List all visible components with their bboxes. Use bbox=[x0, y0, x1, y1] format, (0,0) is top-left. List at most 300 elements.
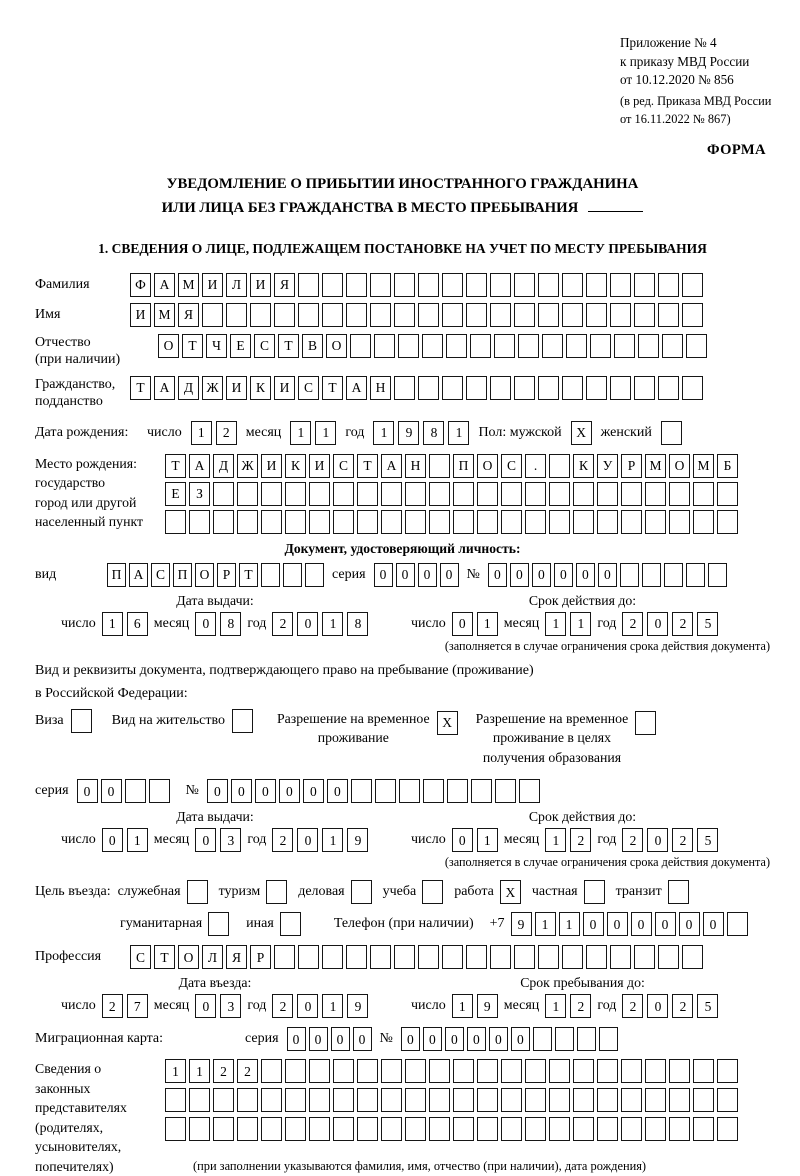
purpose-transit-checkbox[interactable] bbox=[668, 880, 689, 904]
cell[interactable] bbox=[237, 482, 258, 506]
cell[interactable]: 1 bbox=[448, 421, 469, 445]
cell[interactable] bbox=[538, 376, 559, 400]
cell[interactable]: 1 bbox=[322, 994, 343, 1018]
cell[interactable]: 0 bbox=[297, 828, 318, 852]
cell[interactable]: Д bbox=[178, 376, 199, 400]
cell[interactable] bbox=[642, 563, 661, 587]
cell[interactable]: Т bbox=[154, 945, 175, 969]
cell[interactable]: 2 bbox=[672, 828, 693, 852]
cell[interactable]: 0 bbox=[511, 1027, 530, 1051]
cell[interactable] bbox=[645, 1088, 666, 1112]
migration-number-cells[interactable] bbox=[401, 1027, 618, 1051]
cell[interactable] bbox=[309, 1059, 330, 1083]
residence-permit-checkbox[interactable] bbox=[232, 709, 253, 733]
cell[interactable] bbox=[405, 482, 426, 506]
cell[interactable] bbox=[350, 334, 371, 358]
cell[interactable] bbox=[717, 482, 738, 506]
purpose-work-checkbox[interactable] bbox=[500, 880, 521, 904]
cell[interactable]: Ж bbox=[202, 376, 223, 400]
cell[interactable]: 0 bbox=[195, 994, 216, 1018]
cell[interactable] bbox=[614, 334, 635, 358]
cell[interactable]: 1 bbox=[477, 612, 498, 636]
cell[interactable] bbox=[494, 334, 515, 358]
cell[interactable] bbox=[658, 376, 679, 400]
cell[interactable] bbox=[562, 273, 583, 297]
cell[interactable] bbox=[429, 1117, 450, 1141]
stay-day-cells[interactable] bbox=[452, 994, 498, 1018]
identity-valid-year-cells[interactable] bbox=[622, 612, 718, 636]
cell[interactable]: 0 bbox=[598, 563, 617, 587]
cell[interactable]: 0 bbox=[647, 828, 668, 852]
cell[interactable]: 0 bbox=[418, 563, 437, 587]
cell[interactable] bbox=[285, 1088, 306, 1112]
cell[interactable] bbox=[346, 303, 367, 327]
cell[interactable] bbox=[309, 1117, 330, 1141]
cell[interactable]: М bbox=[154, 303, 175, 327]
entry-year-cells[interactable] bbox=[272, 994, 368, 1018]
cell[interactable]: С bbox=[254, 334, 275, 358]
cell[interactable] bbox=[370, 303, 391, 327]
cell[interactable]: 1 bbox=[545, 994, 566, 1018]
birth-day-cells[interactable] bbox=[191, 421, 237, 445]
cell[interactable]: 0 bbox=[353, 1027, 372, 1051]
cell[interactable] bbox=[610, 273, 631, 297]
identity-series-cells[interactable] bbox=[374, 563, 459, 587]
cell[interactable]: 5 bbox=[697, 828, 718, 852]
cell[interactable]: Т bbox=[278, 334, 299, 358]
cell[interactable] bbox=[466, 945, 487, 969]
cell[interactable] bbox=[280, 912, 301, 936]
residence-issue-day-cells[interactable] bbox=[102, 828, 148, 852]
cell[interactable]: 5 bbox=[697, 612, 718, 636]
cell[interactable] bbox=[525, 1059, 546, 1083]
identity-number-cells[interactable] bbox=[488, 563, 727, 587]
cell[interactable] bbox=[586, 376, 607, 400]
cell[interactable] bbox=[202, 303, 223, 327]
cell[interactable] bbox=[686, 334, 707, 358]
cell[interactable] bbox=[381, 510, 402, 534]
cell[interactable] bbox=[274, 945, 295, 969]
cell[interactable] bbox=[477, 1088, 498, 1112]
cell[interactable]: 0 bbox=[102, 828, 123, 852]
cell[interactable] bbox=[682, 376, 703, 400]
cell[interactable] bbox=[466, 303, 487, 327]
cell[interactable] bbox=[717, 1117, 738, 1141]
cell[interactable] bbox=[466, 376, 487, 400]
cell[interactable]: 0 bbox=[631, 912, 652, 936]
migration-series-cells[interactable] bbox=[287, 1027, 372, 1051]
cell[interactable] bbox=[621, 482, 642, 506]
cell[interactable] bbox=[477, 510, 498, 534]
cell[interactable]: Л bbox=[202, 945, 223, 969]
cell[interactable]: 9 bbox=[477, 994, 498, 1018]
cell[interactable] bbox=[394, 303, 415, 327]
cell[interactable] bbox=[693, 1059, 714, 1083]
cell[interactable] bbox=[662, 334, 683, 358]
cell[interactable]: М bbox=[645, 454, 666, 478]
rvp-checkbox[interactable] bbox=[437, 711, 458, 735]
cell[interactable] bbox=[418, 945, 439, 969]
cell[interactable]: 0 bbox=[303, 779, 324, 803]
residence-number-cells[interactable] bbox=[207, 779, 540, 803]
cell[interactable] bbox=[213, 1088, 234, 1112]
cell[interactable] bbox=[501, 1059, 522, 1083]
cell[interactable] bbox=[381, 1117, 402, 1141]
cell[interactable]: 1 bbox=[290, 421, 311, 445]
cell[interactable] bbox=[538, 945, 559, 969]
identity-valid-month-cells[interactable] bbox=[545, 612, 591, 636]
cell[interactable] bbox=[538, 303, 559, 327]
cell[interactable]: О bbox=[326, 334, 347, 358]
cell[interactable] bbox=[490, 945, 511, 969]
cell[interactable]: 3 bbox=[220, 828, 241, 852]
cell[interactable] bbox=[250, 303, 271, 327]
cell[interactable]: 1 bbox=[559, 912, 580, 936]
cell[interactable] bbox=[549, 1117, 570, 1141]
cell[interactable] bbox=[490, 303, 511, 327]
cell[interactable] bbox=[693, 1117, 714, 1141]
cell[interactable] bbox=[501, 1088, 522, 1112]
cell[interactable] bbox=[490, 376, 511, 400]
cell[interactable]: 0 bbox=[440, 563, 459, 587]
cell[interactable]: 0 bbox=[452, 828, 473, 852]
cell[interactable]: 0 bbox=[231, 779, 252, 803]
cell[interactable]: 0 bbox=[510, 563, 529, 587]
cell[interactable]: 0 bbox=[374, 563, 393, 587]
cell[interactable] bbox=[165, 510, 186, 534]
residence-valid-day-cells[interactable] bbox=[452, 828, 498, 852]
cell[interactable] bbox=[549, 1059, 570, 1083]
cell[interactable] bbox=[398, 334, 419, 358]
cell[interactable]: 0 bbox=[452, 612, 473, 636]
cell[interactable]: С bbox=[333, 454, 354, 478]
cell[interactable]: А bbox=[381, 454, 402, 478]
cell[interactable] bbox=[309, 482, 330, 506]
cell[interactable] bbox=[418, 303, 439, 327]
cell[interactable] bbox=[394, 376, 415, 400]
cell[interactable] bbox=[266, 880, 287, 904]
cell[interactable] bbox=[187, 880, 208, 904]
purpose-official-checkbox[interactable] bbox=[187, 880, 208, 904]
cell[interactable] bbox=[669, 482, 690, 506]
cell[interactable] bbox=[658, 273, 679, 297]
cell[interactable]: К bbox=[285, 454, 306, 478]
cell[interactable] bbox=[717, 1059, 738, 1083]
cell[interactable] bbox=[717, 1088, 738, 1112]
cell[interactable] bbox=[664, 563, 683, 587]
residence-issue-month-cells[interactable] bbox=[195, 828, 241, 852]
birth-place-cells-row3[interactable] bbox=[165, 510, 738, 534]
sex-male-checkbox[interactable] bbox=[571, 421, 592, 445]
cell[interactable]: С bbox=[501, 454, 522, 478]
cell[interactable] bbox=[261, 1117, 282, 1141]
cell[interactable]: Я bbox=[226, 945, 247, 969]
cell[interactable]: А bbox=[189, 454, 210, 478]
cell[interactable]: 0 bbox=[77, 779, 98, 803]
cell[interactable] bbox=[708, 563, 727, 587]
cell[interactable]: А bbox=[129, 563, 148, 587]
cell[interactable] bbox=[621, 1117, 642, 1141]
cell[interactable] bbox=[549, 510, 570, 534]
cell[interactable] bbox=[668, 880, 689, 904]
cell[interactable]: 2 bbox=[672, 612, 693, 636]
cell[interactable] bbox=[573, 1088, 594, 1112]
cell[interactable]: 8 bbox=[423, 421, 444, 445]
cell[interactable]: 0 bbox=[297, 994, 318, 1018]
cell[interactable]: Ж bbox=[237, 454, 258, 478]
cell[interactable] bbox=[453, 1059, 474, 1083]
cell[interactable] bbox=[261, 1059, 282, 1083]
cell[interactable]: Ф bbox=[130, 273, 151, 297]
cell[interactable] bbox=[682, 945, 703, 969]
cell[interactable]: 6 bbox=[127, 612, 148, 636]
cell[interactable]: Н bbox=[405, 454, 426, 478]
cell[interactable]: 1 bbox=[189, 1059, 210, 1083]
cell[interactable] bbox=[658, 303, 679, 327]
cell[interactable] bbox=[693, 482, 714, 506]
cell[interactable] bbox=[645, 1059, 666, 1083]
cell[interactable] bbox=[189, 1117, 210, 1141]
cell[interactable] bbox=[422, 880, 443, 904]
cell[interactable] bbox=[717, 510, 738, 534]
cell[interactable] bbox=[405, 510, 426, 534]
cell[interactable] bbox=[597, 1059, 618, 1083]
cell[interactable] bbox=[189, 510, 210, 534]
cell[interactable] bbox=[727, 912, 748, 936]
cell[interactable]: 0 bbox=[401, 1027, 420, 1051]
cell[interactable] bbox=[351, 880, 372, 904]
cell[interactable]: 2 bbox=[272, 828, 293, 852]
cell[interactable] bbox=[638, 334, 659, 358]
cell[interactable] bbox=[274, 303, 295, 327]
cell[interactable]: Я bbox=[274, 273, 295, 297]
cell[interactable] bbox=[213, 510, 234, 534]
cell[interactable]: Б bbox=[717, 454, 738, 478]
cell[interactable]: 0 bbox=[467, 1027, 486, 1051]
cell[interactable] bbox=[322, 945, 343, 969]
cell[interactable] bbox=[405, 1059, 426, 1083]
cell[interactable] bbox=[514, 945, 535, 969]
cell[interactable] bbox=[514, 273, 535, 297]
cell[interactable]: 0 bbox=[679, 912, 700, 936]
cell[interactable]: 0 bbox=[655, 912, 676, 936]
cell[interactable] bbox=[442, 945, 463, 969]
cell[interactable] bbox=[149, 779, 170, 803]
cell[interactable]: 8 bbox=[347, 612, 368, 636]
cell[interactable] bbox=[357, 1088, 378, 1112]
identity-kind-cells[interactable] bbox=[107, 563, 324, 587]
cell[interactable] bbox=[453, 510, 474, 534]
cell[interactable]: Т bbox=[357, 454, 378, 478]
cell[interactable]: К bbox=[573, 454, 594, 478]
cell[interactable] bbox=[562, 376, 583, 400]
cell[interactable]: П bbox=[173, 563, 192, 587]
cell[interactable] bbox=[538, 273, 559, 297]
sex-female-checkbox[interactable] bbox=[661, 421, 682, 445]
cell[interactable] bbox=[470, 334, 491, 358]
cell[interactable] bbox=[549, 454, 570, 478]
surname-cells[interactable] bbox=[130, 273, 703, 297]
stay-year-cells[interactable] bbox=[622, 994, 718, 1018]
identity-issue-year-cells[interactable] bbox=[272, 612, 368, 636]
cell[interactable]: 1 bbox=[322, 828, 343, 852]
cell[interactable]: 1 bbox=[322, 612, 343, 636]
cell[interactable] bbox=[518, 334, 539, 358]
cell[interactable] bbox=[165, 1117, 186, 1141]
cell[interactable] bbox=[693, 1088, 714, 1112]
cell[interactable] bbox=[555, 1027, 574, 1051]
cell[interactable] bbox=[423, 779, 444, 803]
cell[interactable]: Т bbox=[182, 334, 203, 358]
cell[interactable] bbox=[682, 303, 703, 327]
cell[interactable] bbox=[357, 1059, 378, 1083]
cell[interactable] bbox=[213, 482, 234, 506]
cell[interactable]: Е bbox=[230, 334, 251, 358]
cell[interactable] bbox=[599, 1027, 618, 1051]
citizenship-cells[interactable] bbox=[130, 376, 703, 400]
cell[interactable]: 1 bbox=[191, 421, 212, 445]
cell[interactable] bbox=[213, 1117, 234, 1141]
cell[interactable] bbox=[346, 945, 367, 969]
cell[interactable]: 0 bbox=[195, 828, 216, 852]
cell[interactable]: 9 bbox=[347, 994, 368, 1018]
cell[interactable] bbox=[446, 334, 467, 358]
cell[interactable] bbox=[525, 510, 546, 534]
cell[interactable] bbox=[471, 779, 492, 803]
cell[interactable] bbox=[573, 510, 594, 534]
cell[interactable] bbox=[309, 510, 330, 534]
cell[interactable]: 9 bbox=[398, 421, 419, 445]
rvp-education-checkbox[interactable] bbox=[635, 711, 656, 735]
cell[interactable]: И bbox=[250, 273, 271, 297]
cell[interactable]: 0 bbox=[331, 1027, 350, 1051]
cell[interactable]: 0 bbox=[423, 1027, 442, 1051]
cell[interactable]: 0 bbox=[297, 612, 318, 636]
cell[interactable]: 0 bbox=[207, 779, 228, 803]
cell[interactable] bbox=[442, 273, 463, 297]
cell[interactable] bbox=[682, 273, 703, 297]
residence-valid-month-cells[interactable] bbox=[545, 828, 591, 852]
cell[interactable] bbox=[285, 1117, 306, 1141]
cell[interactable]: Е bbox=[165, 482, 186, 506]
residence-valid-year-cells[interactable] bbox=[622, 828, 718, 852]
cell[interactable]: 0 bbox=[445, 1027, 464, 1051]
cell[interactable] bbox=[374, 334, 395, 358]
cell[interactable] bbox=[669, 1117, 690, 1141]
cell[interactable]: 2 bbox=[622, 612, 643, 636]
cell[interactable] bbox=[309, 1088, 330, 1112]
cell[interactable] bbox=[370, 273, 391, 297]
cell[interactable] bbox=[693, 510, 714, 534]
identity-valid-day-cells[interactable] bbox=[452, 612, 498, 636]
cell[interactable]: Т bbox=[239, 563, 258, 587]
cell[interactable] bbox=[422, 334, 443, 358]
cell[interactable] bbox=[357, 1117, 378, 1141]
cell[interactable] bbox=[322, 273, 343, 297]
cell[interactable]: 1 bbox=[452, 994, 473, 1018]
purpose-private-checkbox[interactable] bbox=[584, 880, 605, 904]
cell[interactable]: 0 bbox=[703, 912, 724, 936]
cell[interactable] bbox=[562, 303, 583, 327]
cell[interactable]: А bbox=[154, 273, 175, 297]
cell[interactable]: О bbox=[158, 334, 179, 358]
cell[interactable]: 0 bbox=[583, 912, 604, 936]
cell[interactable] bbox=[261, 510, 282, 534]
cell[interactable] bbox=[514, 303, 535, 327]
cell[interactable]: 0 bbox=[279, 779, 300, 803]
cell[interactable] bbox=[566, 334, 587, 358]
cell[interactable]: П bbox=[107, 563, 126, 587]
cell[interactable]: С bbox=[151, 563, 170, 587]
cell[interactable]: 1 bbox=[570, 612, 591, 636]
cell[interactable] bbox=[597, 1117, 618, 1141]
entry-month-cells[interactable] bbox=[195, 994, 241, 1018]
purpose-humanitarian-checkbox[interactable] bbox=[208, 912, 229, 936]
entry-day-cells[interactable] bbox=[102, 994, 148, 1018]
cell[interactable] bbox=[597, 482, 618, 506]
cell[interactable] bbox=[429, 1059, 450, 1083]
cell[interactable] bbox=[645, 510, 666, 534]
cell[interactable]: Ч bbox=[206, 334, 227, 358]
cell[interactable] bbox=[125, 779, 146, 803]
cell[interactable] bbox=[305, 563, 324, 587]
cell[interactable]: Л bbox=[226, 273, 247, 297]
cell[interactable] bbox=[645, 1117, 666, 1141]
cell[interactable]: М bbox=[693, 454, 714, 478]
cell[interactable] bbox=[429, 1088, 450, 1112]
cell[interactable]: И bbox=[309, 454, 330, 478]
cell[interactable]: 0 bbox=[488, 563, 507, 587]
cell[interactable]: А bbox=[154, 376, 175, 400]
cell[interactable] bbox=[453, 1088, 474, 1112]
cell[interactable]: У bbox=[597, 454, 618, 478]
cell[interactable] bbox=[261, 563, 280, 587]
cell[interactable]: Р bbox=[217, 563, 236, 587]
stay-month-cells[interactable] bbox=[545, 994, 591, 1018]
cell[interactable] bbox=[394, 273, 415, 297]
cell[interactable] bbox=[381, 1088, 402, 1112]
cell[interactable]: 8 bbox=[220, 612, 241, 636]
cell[interactable] bbox=[285, 510, 306, 534]
cell[interactable]: 0 bbox=[101, 779, 122, 803]
cell[interactable]: С bbox=[298, 376, 319, 400]
cell[interactable] bbox=[333, 1117, 354, 1141]
purpose-business-checkbox[interactable] bbox=[351, 880, 372, 904]
cell[interactable] bbox=[635, 711, 656, 735]
cell[interactable]: 2 bbox=[672, 994, 693, 1018]
cell[interactable] bbox=[634, 303, 655, 327]
cell[interactable]: 0 bbox=[647, 994, 668, 1018]
cell[interactable]: И bbox=[226, 376, 247, 400]
cell[interactable] bbox=[610, 376, 631, 400]
cell[interactable]: И bbox=[274, 376, 295, 400]
cell[interactable]: И bbox=[130, 303, 151, 327]
cell[interactable] bbox=[501, 482, 522, 506]
cell[interactable] bbox=[298, 303, 319, 327]
birth-month-cells[interactable] bbox=[290, 421, 336, 445]
cell[interactable] bbox=[351, 779, 372, 803]
cell[interactable]: 2 bbox=[213, 1059, 234, 1083]
cell[interactable] bbox=[333, 510, 354, 534]
cell[interactable]: 9 bbox=[511, 912, 532, 936]
cell[interactable] bbox=[237, 1117, 258, 1141]
cell[interactable] bbox=[620, 563, 639, 587]
cell[interactable] bbox=[333, 1088, 354, 1112]
cell[interactable] bbox=[661, 421, 682, 445]
cell[interactable] bbox=[399, 779, 420, 803]
cell[interactable] bbox=[477, 1059, 498, 1083]
cell[interactable] bbox=[597, 510, 618, 534]
